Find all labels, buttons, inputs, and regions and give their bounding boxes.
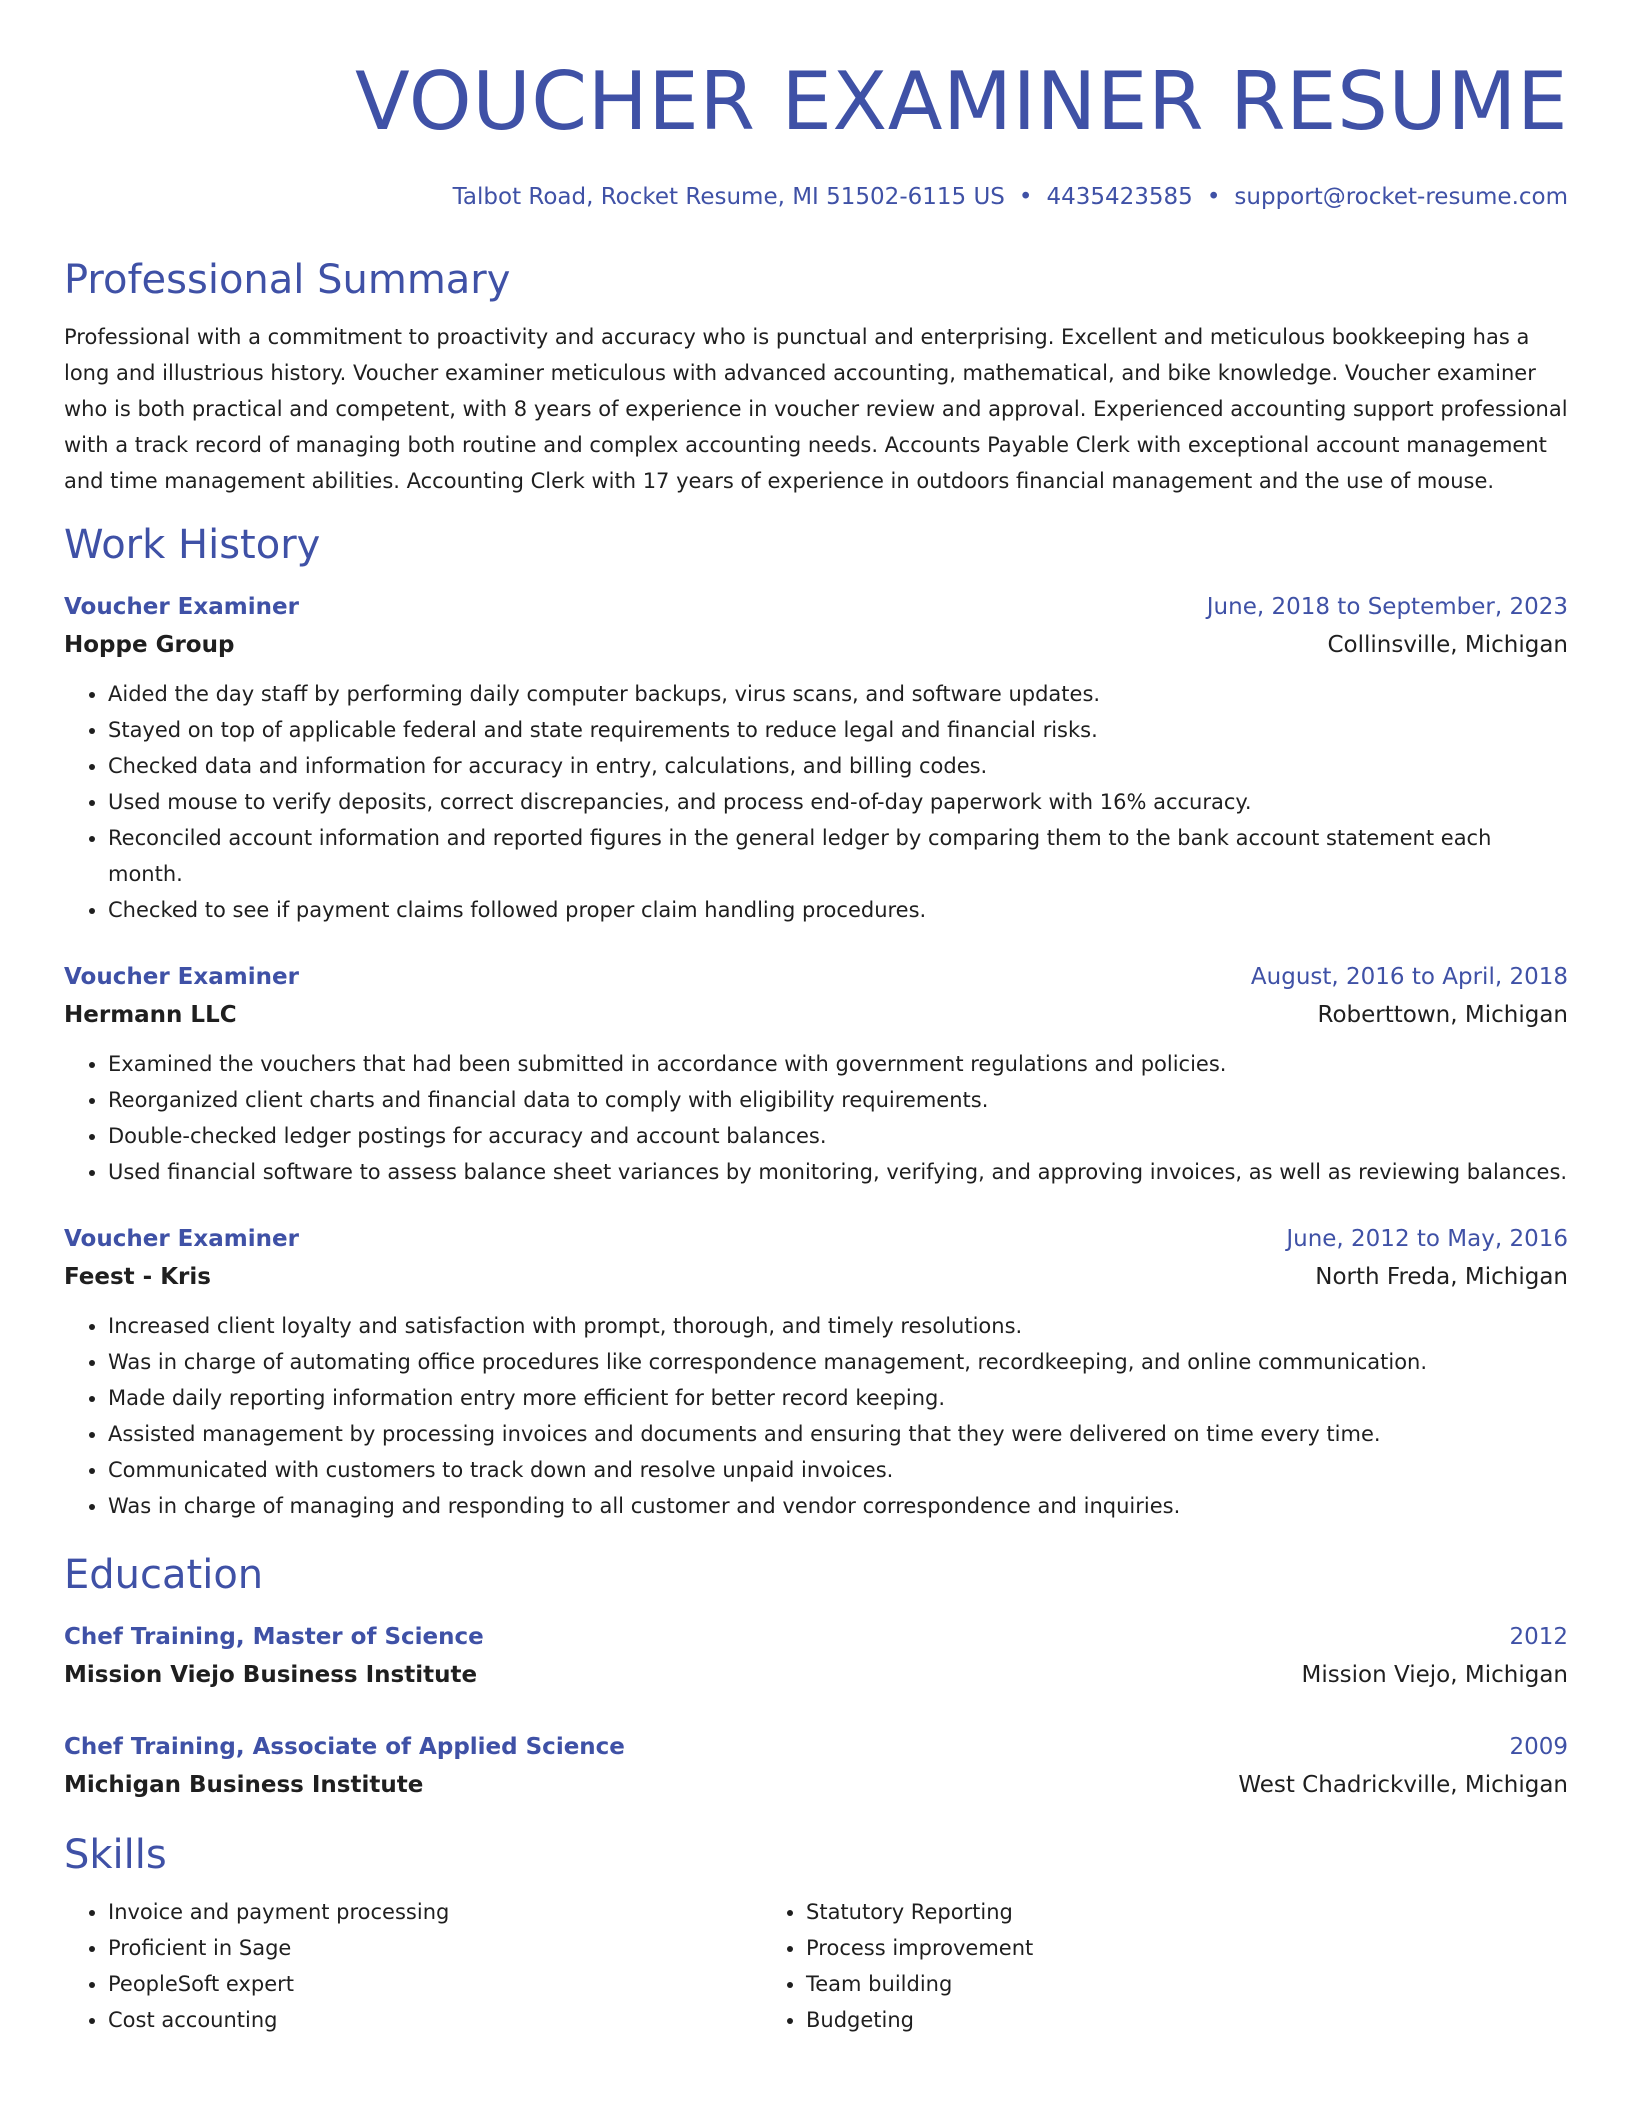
job-dates: June, 2018 to September, 2023 bbox=[1206, 594, 1568, 620]
job-bullet: • Communicated with customers to track down and resolve unpaid invoices. bbox=[108, 1452, 1568, 1488]
job-company-row bbox=[64, 626, 1568, 664]
job-entry bbox=[64, 1220, 1568, 1524]
job-bullet: • Was in charge of automating office procedures like correspondence management, recordkeeping, and online communication. bbox=[108, 1344, 1568, 1380]
education-year: 2009 bbox=[1509, 1734, 1568, 1760]
contact-separator: • bbox=[1018, 184, 1033, 210]
job-bullet: • Used mouse to verify deposits, correct discrepancies, and process end-of-day paperwork with 16% accuracy. bbox=[108, 784, 1568, 820]
job-bullet: • Checked to see if payment claims followed proper claim handling procedures. bbox=[108, 892, 1568, 928]
education-degree: Chef Training, Associate of Applied Science bbox=[64, 1734, 625, 1760]
section-title-work-history: Work History bbox=[64, 522, 321, 568]
job-company-row bbox=[64, 996, 1568, 1034]
education-school-row bbox=[64, 1656, 1568, 1694]
job-role: Voucher Examiner bbox=[64, 1226, 299, 1252]
education-location: Mission Viejo, Michigan bbox=[1301, 1662, 1568, 1688]
job-company: Feest - Kris bbox=[64, 1264, 211, 1290]
skill-item: • Team building bbox=[806, 1966, 1460, 2002]
education-degree: Chef Training, Master of Science bbox=[64, 1624, 484, 1650]
skill-item: • PeopleSoft expert bbox=[108, 1966, 762, 2002]
job-company: Hoppe Group bbox=[64, 632, 235, 658]
education-school-row bbox=[64, 1766, 1568, 1804]
skill-item: • Proficient in Sage bbox=[108, 1930, 762, 1966]
section-title-summary: Professional Summary bbox=[64, 257, 511, 303]
job-bullet: • Aided the day staff by performing daily computer backups, virus scans, and software updates. bbox=[108, 676, 1568, 712]
contact-email[interactable]: support@rocket-resume.com bbox=[1234, 184, 1568, 210]
resume-header bbox=[64, 52, 1568, 212]
job-company: Hermann LLC bbox=[64, 1002, 237, 1028]
education-entry bbox=[64, 1618, 1568, 1694]
skills-list-left bbox=[64, 1894, 762, 2038]
education-school: Mission Viejo Business Institute bbox=[64, 1662, 478, 1688]
job-entry bbox=[64, 588, 1568, 928]
job-header-row bbox=[64, 588, 1568, 626]
education-header-row bbox=[64, 1728, 1568, 1766]
job-bullet: • Checked data and information for accuracy in entry, calculations, and billing codes. bbox=[108, 748, 1568, 784]
job-bullet: • Assisted management by processing invoices and documents and ensuring that they were delivered on time every time. bbox=[108, 1416, 1568, 1452]
contact-line bbox=[64, 182, 1568, 212]
job-bullet: • Examined the vouchers that had been submitted in accordance with government regulations and policies. bbox=[108, 1046, 1568, 1082]
skill-item: • Statutory Reporting bbox=[806, 1894, 1460, 1930]
job-location: North Freda, Michigan bbox=[1315, 1264, 1568, 1290]
skills-grid bbox=[64, 1894, 1568, 2038]
contact-phone: 4435423585 bbox=[1046, 184, 1193, 210]
resume-title: VOUCHER EXAMINER RESUME bbox=[354, 55, 1568, 148]
job-bullet: • Stayed on top of applicable federal and state requirements to reduce legal and financial risks. bbox=[108, 712, 1568, 748]
contact-address: Talbot Road, Rocket Resume, MI 51502-6115 US bbox=[452, 184, 1005, 210]
skill-item: • Process improvement bbox=[806, 1930, 1460, 1966]
job-header-row bbox=[64, 958, 1568, 996]
education-location: West Chadrickville, Michigan bbox=[1238, 1772, 1568, 1798]
job-role: Voucher Examiner bbox=[64, 594, 299, 620]
job-bullets bbox=[64, 1308, 1568, 1524]
job-bullet: • Was in charge of managing and responding to all customer and vendor correspondence and inquiries. bbox=[108, 1488, 1568, 1524]
job-entry bbox=[64, 958, 1568, 1190]
job-bullet: • Increased client loyalty and satisfaction with prompt, thorough, and timely resolutions. bbox=[108, 1308, 1568, 1344]
job-bullet: • Double-checked ledger postings for accuracy and account balances. bbox=[108, 1118, 1568, 1154]
summary-text: Professional with a commitment to proactivity and accuracy who is punctual and enterprising. Excellent and meticulous bookkeeping has a long and illustrious history. Voucher examiner meticulous with advanced accounting, mathematical, and bike knowledge. Voucher examiner who is both practical and competent, with 8 years of experience in voucher review and approval. Experienced accounting support professional with a track record of managing both routine and complex accounting needs. Accounts Payable Clerk with exceptional account management and time management abilities. Accounting Clerk with 17 years of experience in outdoors financial management and the use of mouse. bbox=[64, 325, 1568, 493]
contact-separator: • bbox=[1206, 184, 1221, 210]
section-title-education: Education bbox=[64, 1552, 264, 1598]
education-entry bbox=[64, 1728, 1568, 1804]
job-bullet: • Reorganized client charts and financial data to comply with eligibility requirements. bbox=[108, 1082, 1568, 1118]
job-bullets bbox=[64, 676, 1568, 928]
job-header-row bbox=[64, 1220, 1568, 1258]
job-dates: June, 2012 to May, 2016 bbox=[1286, 1226, 1568, 1252]
job-dates: August, 2016 to April, 2018 bbox=[1250, 964, 1568, 990]
job-bullets bbox=[64, 1046, 1568, 1190]
education-school: Michigan Business Institute bbox=[64, 1772, 424, 1798]
job-bullet: • Reconciled account information and reported figures in the general ledger by comparing them to the bank account statement each month. bbox=[108, 820, 1568, 892]
job-company-row bbox=[64, 1258, 1568, 1296]
skill-item: • Cost accounting bbox=[108, 2002, 762, 2038]
skills-list-right bbox=[762, 1894, 1460, 2038]
education-header-row bbox=[64, 1618, 1568, 1656]
skill-item: • Budgeting bbox=[806, 2002, 1460, 2038]
skill-item: • Invoice and payment processing bbox=[108, 1894, 762, 1930]
job-role: Voucher Examiner bbox=[64, 964, 299, 990]
job-location: Roberttown, Michigan bbox=[1317, 1002, 1568, 1028]
job-bullet: • Used financial software to assess balance sheet variances by monitoring, verifying, and approving invoices, as well as reviewing balances. bbox=[108, 1154, 1568, 1190]
education-year: 2012 bbox=[1509, 1624, 1568, 1650]
section-title-skills: Skills bbox=[64, 1832, 167, 1878]
job-location: Collinsville, Michigan bbox=[1327, 632, 1568, 658]
job-bullet: • Made daily reporting information entry more efficient for better record keeping. bbox=[108, 1380, 1568, 1416]
